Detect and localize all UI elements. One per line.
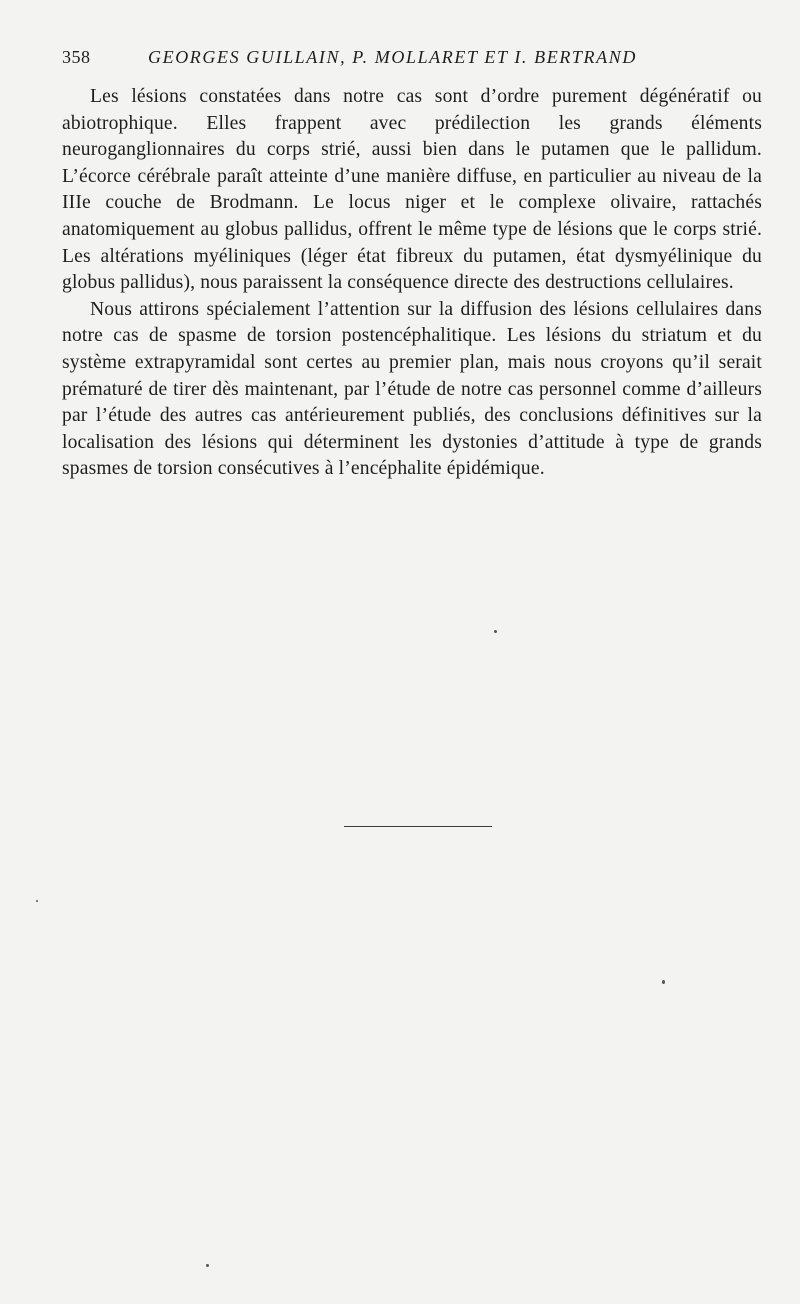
page-number: 358 (62, 47, 91, 67)
print-speck (662, 980, 665, 984)
print-speck (494, 630, 497, 633)
print-speck (36, 900, 38, 902)
running-head (62, 44, 762, 70)
paragraph-1: Les lésions constatées dans notre cas sont d’ordre purement dégénératif ou abiotrophique. Elles frappent avec prédilection les grands éléments neuroganglionnaires du corps strié, aussi bien dans le putamen que le pallidum. L’écorce cérébrale paraît atteinte d’une manière diffuse, en particulier au niveau de la IIIe couche de Brodmann. Le locus niger et le complexe olivaire, rattachés anatomiquement au globus pallidus, offrent le même type de lésions que le corps strié. Les altérations myéliniques (léger état fibreux du putamen, état dysmyélinique du globus pallidus), nous paraissent la conséquence directe des destructions cellulaires. (62, 86, 762, 294)
print-speck (206, 1264, 209, 1267)
body-text (62, 84, 762, 483)
header-authors: GEORGES GUILLAIN, P. MOLLARET ET I. BERTRAND (148, 47, 637, 67)
section-separator-line (344, 826, 492, 827)
paragraph-2: Nous attirons spécialement l’attention sur la diffusion des lésions cellulaires dans notre cas de spasme de torsion postencéphalitique. Les lésions du striatum et du système extrapyramidal sont certes au premier plan, mais nous croyons qu’il serait prématuré de tirer dès maintenant, par l’étude de notre cas personnel comme d’ailleurs par l’étude des autres cas antérieurement publiés, des conclusions définitives sur la localisation des lésions qui déterminent les dystonies d’attitude à type de grands spasmes de torsion consécutives à l’encéphalite épidémique. (62, 298, 762, 480)
